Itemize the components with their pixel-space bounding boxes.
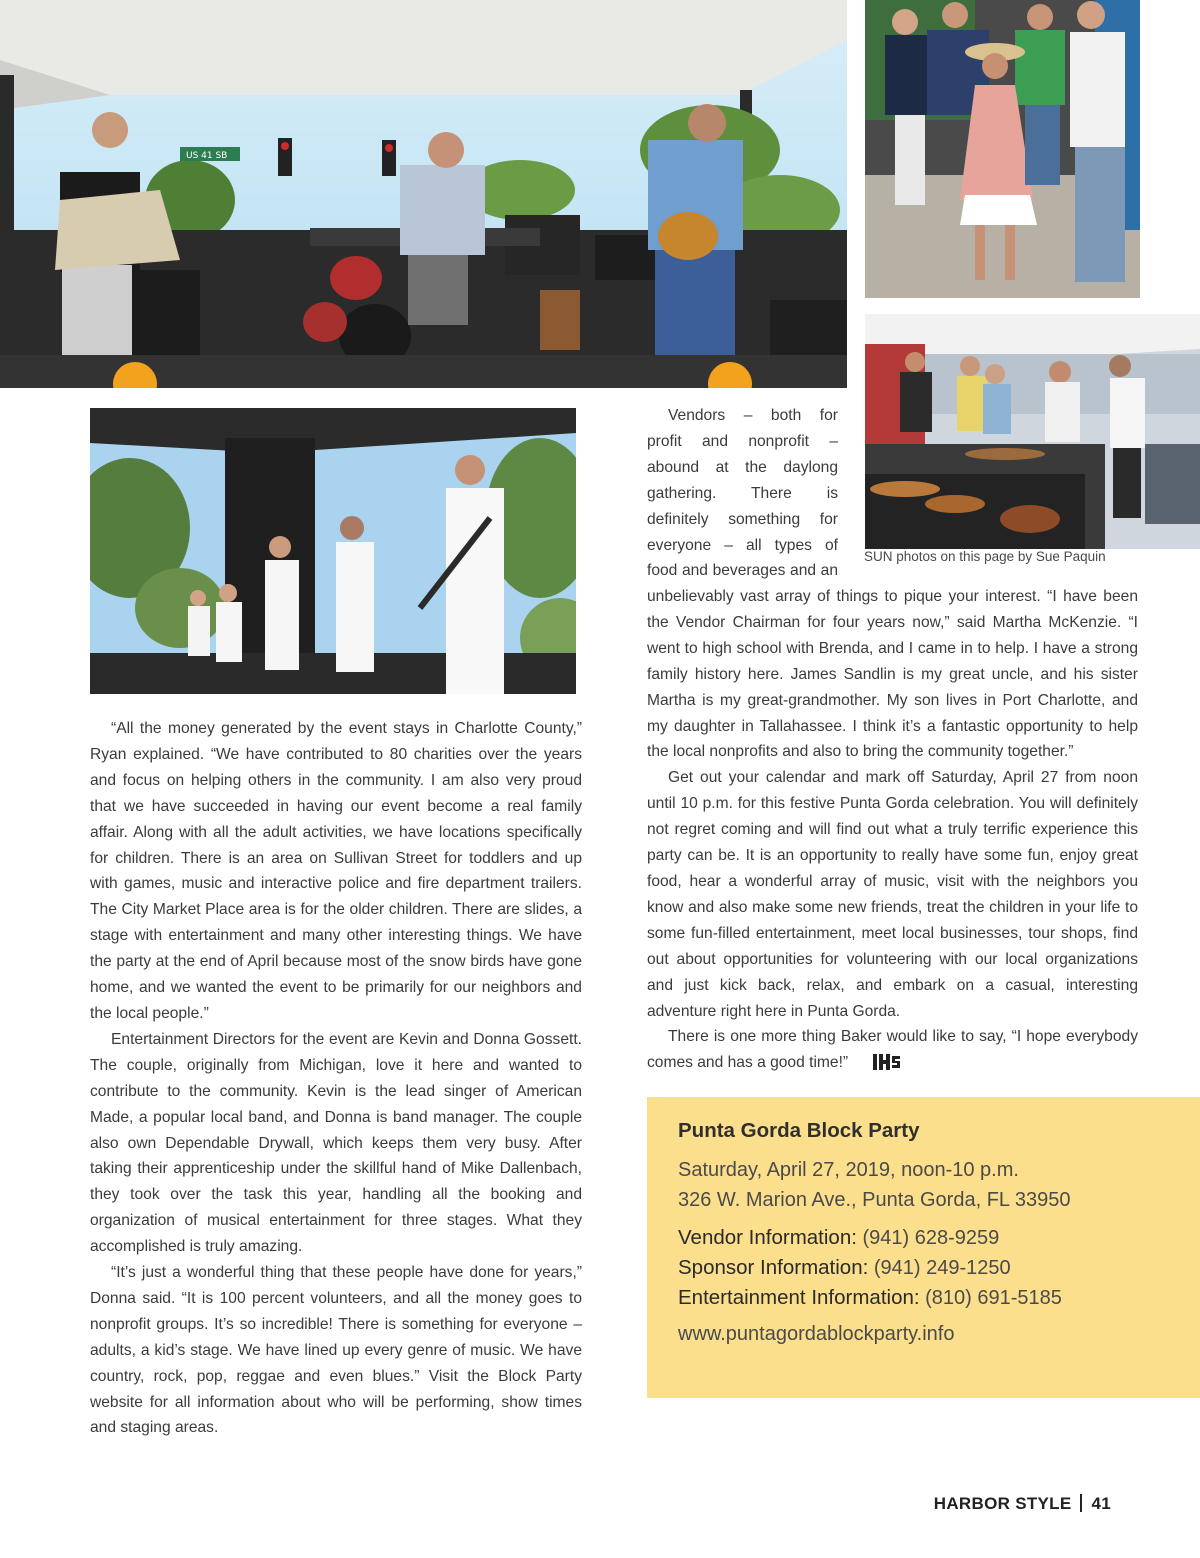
- sponsor-info-label: Sponsor Information:: [678, 1256, 869, 1279]
- page-number: 41: [1091, 1494, 1111, 1513]
- narrow-line: gathering. There is: [647, 484, 838, 502]
- singers-in-white-photo: [90, 408, 576, 694]
- narrow-line: abound at the daylong: [647, 458, 838, 476]
- dancers-photo: [865, 0, 1140, 298]
- vendor-info-phone: (941) 628-9259: [856, 1227, 1000, 1249]
- narrow-line: profit and nonprofit –: [647, 432, 838, 450]
- vendor-info-line: [678, 1223, 1200, 1253]
- page-footer: [934, 1494, 1111, 1514]
- event-website-link[interactable]: www.puntagordablockparty.info: [678, 1323, 955, 1345]
- photo-credit-caption: SUN photos on this page by Sue Paquin: [864, 549, 1106, 564]
- entertainment-info-label: Entertainment Information:: [678, 1286, 920, 1309]
- paragraph: “It’s just a wonderful thing that these people have done for years,” Donna said. “It is 100 percent volunteers, and all the money goes to nonprofit groups. It’s so incredible! There is something for everyone – adults, a kid’s stage. We have lined up every genre of music. We have country, rock, pop, reggae and even blues.” Visit the Block Party website for all information about who will be performing, show times and staging areas.: [90, 1264, 582, 1437]
- sponsor-info-phone: (941) 249-1250: [868, 1257, 1011, 1279]
- paragraph: Entertainment Directors for the event are Kevin and Donna Gossett. The couple, originally from Michigan, love it here and wanted to contribute to the community. Kevin is the lead singer of American Made, a popular local band, and Donna is band manager. The couple also own Dependable Drywall, which keeps them very busy. After taking their apprenticeship under the skillful hand of Mike Dallenbach, they took over the task this year, handling all the booking and organization of musical entertainment for three stages. What they accomplished is truly amazing.: [90, 1030, 582, 1256]
- footer-divider: [1080, 1494, 1082, 1512]
- left-column-text: [90, 716, 582, 1441]
- event-title: Punta Gorda Block Party: [678, 1119, 920, 1142]
- paragraph: “All the money generated by the event stays in Charlotte County,” Ryan explained. “We have contributed to 80 charities over the years and focus on helping others in the community. I am also very proud that we have succeeded in having our event become a real family affair. Along with all the adult activities, we have locations specifically for children. There is an area on Sullivan Street for toddlers and up with games, music and interactive police and fire department trailers. The City Market Place area is for the older children. There are slides, a stage with entertainment and many other interesting things. We have the party at the end of April because most of the snow birds have gone home, and we wanted the event to be primarily for our neighbors and the local people.”: [90, 720, 582, 1022]
- entertainment-info-phone: (810) 691-5185: [919, 1287, 1062, 1309]
- narrow-line: everyone – all types of: [647, 536, 838, 554]
- sponsor-info-line: [678, 1253, 1200, 1283]
- band-on-stage-photo: [0, 0, 847, 388]
- food-vendor-grill-photo: [865, 314, 1200, 549]
- vendor-info-label: Vendor Information:: [678, 1226, 857, 1249]
- narrow-line: Vendors – both for: [668, 407, 838, 424]
- event-date: Saturday, April 27, 2019, noon-10 p.m.: [678, 1159, 1019, 1181]
- narrow-line: definitely something for: [647, 510, 838, 528]
- event-info-box: [647, 1097, 1200, 1398]
- closing-sentence: There is one more thing Baker would like to say, “I hope everybody comes and has a good time!”: [647, 1028, 1138, 1072]
- paragraph: [647, 1024, 1138, 1079]
- paragraph: Get out your calendar and mark off Saturday, April 27 from noon until 10 p.m. for this festive Punta Gorda celebration. You will definitely not regret coming and will find out what a truly terrific experience this party can be. It is an opportunity to really have some fun, enjoy great food, hear a wonderful array of music, visit with the neighbors you know and also make some new friends, treat the children in your life to some fun-filled entertainment, meet local businesses, tour shops, find out about opportunities for volunteering with our local organizations and just kick back, relax, and embark on a casual, interesting adventure right here in Punta Gorda.: [647, 769, 1138, 1020]
- narrow-line: food and beverages and an: [647, 562, 838, 580]
- street-sign-text: US 41 SB: [186, 151, 228, 161]
- magazine-name: HARBOR STYLE: [933, 1494, 1072, 1513]
- event-address: 326 W. Marion Ave., Punta Gorda, FL 33950: [678, 1189, 1071, 1211]
- right-column-text: [647, 584, 1138, 1079]
- entertainment-info-line: [678, 1283, 1200, 1313]
- hs-logo-end-mark-icon: [852, 1053, 901, 1079]
- paragraph: unbelievably vast array of things to pique your interest. “I have been the Vendor Chairman for four years now,” said Martha McKenzie. “I went to high school with Brenda, and I came in to help. I have a strong family history here. James Sandlin is my great uncle, and his sister Martha is my great-grandmother. My son lives in Port Charlotte, and my daughter in Tallahassee. I think it’s a fantastic opportunity to help the local nonprofits and also to bring the community together.”: [647, 588, 1138, 761]
- right-column-narrow-text: [647, 403, 838, 584]
